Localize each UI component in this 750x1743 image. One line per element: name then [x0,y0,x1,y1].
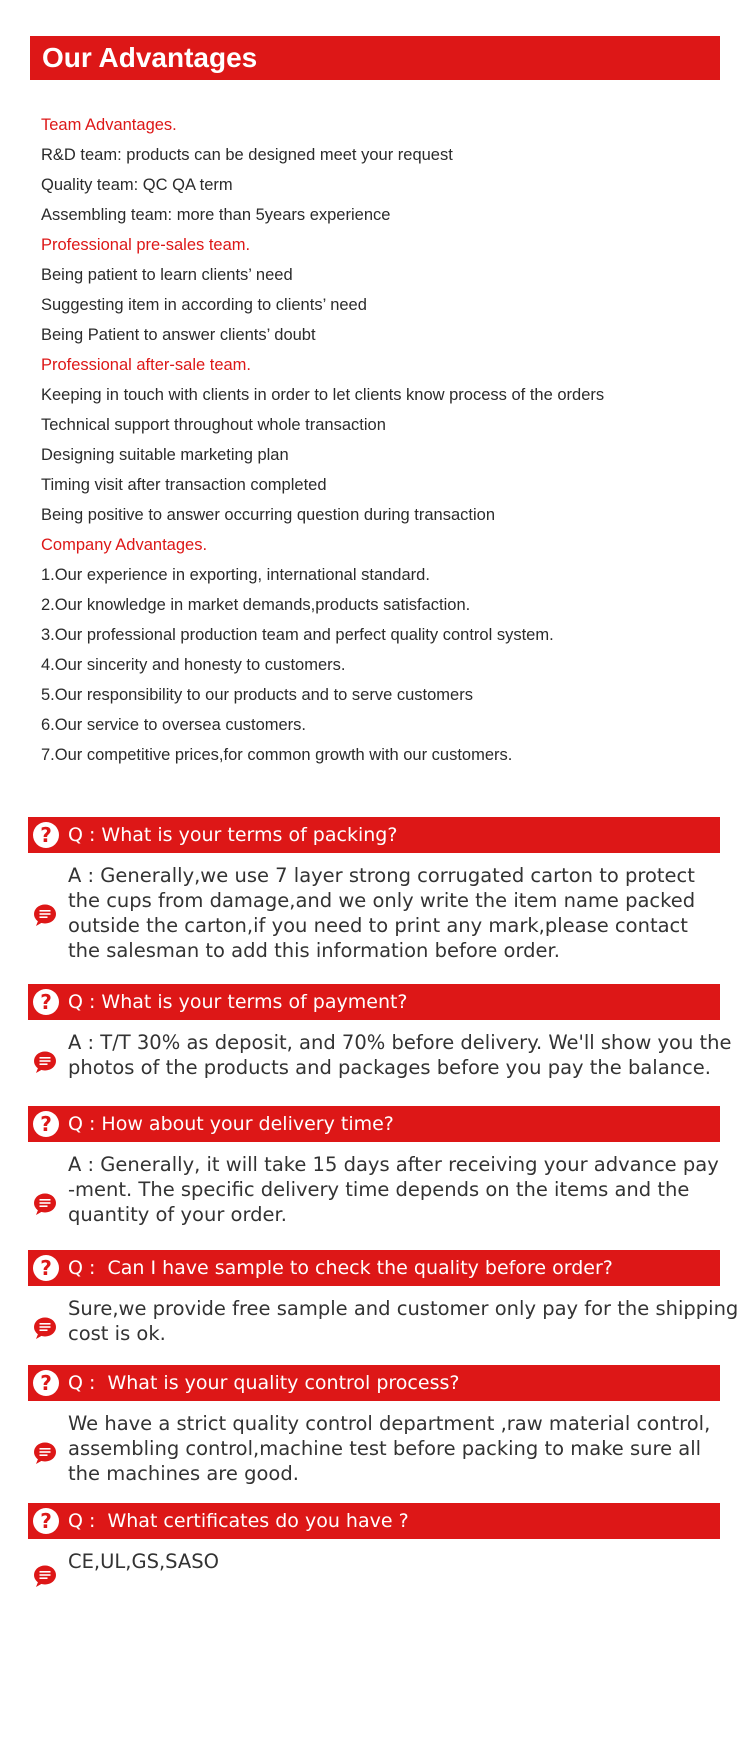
advantage-item: 7.Our competitive prices,for common growth with our customers. [41,746,513,764]
question-circle-icon: ? [33,1111,59,1137]
answer-text [68,863,720,963]
answer-line: cost is ok. [68,1322,166,1345]
question-text: Q : Can I have sample to check the quality before order? [68,1257,613,1279]
question-circle-icon: ? [33,1370,59,1396]
advantage-item: 1.Our experience in exporting, international standard. [41,566,430,584]
answer-block [28,1296,739,1346]
question-bar [28,1250,720,1286]
question-circle-icon: ? [33,1508,59,1534]
advantage-item: 3.Our professional production team and perfect quality control system. [41,626,554,644]
faq-item [28,1503,720,1574]
advantage-item: Quality team: QC QA term [41,176,233,194]
question-circle-icon: ? [33,1255,59,1281]
advantage-item: 2.Our knowledge in market demands,products satisfaction. [41,596,471,614]
answer-text [68,1152,720,1227]
question-text: Q : What is your terms of payment? [68,991,408,1013]
answer-text [68,1411,720,1486]
answer-line: photos of the products and packages before you pay the balance. [68,1056,711,1079]
question-text: Q : What is your quality control process? [68,1372,460,1394]
answer-line: assembling control,machine test before packing to make sure all [68,1437,702,1460]
advantage-item: R&D team: products can be designed meet your request [41,146,453,164]
question-bar [28,1503,720,1539]
answer-line: the salesman to add this information before order. [68,939,560,962]
answer-line: A : Generally,we use 7 layer strong corrugated carton to protect [68,864,695,887]
header-banner [30,36,720,80]
faq-item [28,1106,720,1227]
faq-item [28,1365,720,1486]
section-heading: Company Advantages. [41,536,208,554]
chat-bubble-icon [33,1441,57,1465]
section-heading: Professional pre-sales team. [41,236,251,254]
answer-block [28,1152,720,1227]
advantage-item: Assembling team: more than 5years experience [41,206,391,224]
advantage-item: Being Patient to answer clients’ doubt [41,326,316,344]
advantage-item: 4.Our sincerity and honesty to customers. [41,656,346,674]
advantage-item: Keeping in touch with clients in order to let clients know process of the orders [41,386,605,404]
advantage-item: 6.Our service to oversea customers. [41,716,307,734]
answer-block [28,1411,720,1486]
chat-bubble-icon [33,1564,57,1588]
question-circle-icon: ? [33,822,59,848]
advantage-item: Designing suitable marketing plan [41,446,289,464]
advantage-item: Technical support throughout whole transaction [41,416,386,434]
question-text: Q : What certificates do you have ? [68,1510,409,1532]
answer-line: -ment. The specific delivery time depends on the items and the [68,1178,690,1201]
answer-line: A : T/T 30% as deposit, and 70% before delivery. We'll show you the [68,1031,732,1054]
question-circle-icon: ? [33,989,59,1015]
answer-block [28,863,720,963]
answer-text [68,1030,732,1080]
chat-bubble-icon [33,1192,57,1216]
answer-line: the machines are good. [68,1462,299,1485]
answer-line: We have a strict quality control department ,raw material control, [68,1412,711,1435]
advantages-list [41,110,731,770]
question-text: Q : What is your terms of packing? [68,824,398,846]
page-title: Our Advantages [42,42,258,73]
answer-block [28,1030,732,1080]
answer-line: CE,UL,GS,SASO [68,1550,219,1573]
chat-bubble-icon [33,1316,57,1340]
answer-text [68,1296,739,1346]
faq-item [28,817,720,963]
section-heading: Team Advantages. [41,116,177,134]
question-text: Q : How about your delivery time? [68,1113,394,1135]
answer-line: A : Generally, it will take 15 days after receiving your advance pay [68,1153,719,1176]
question-bar [28,1106,720,1142]
chat-bubble-icon [33,1050,57,1074]
faq-item [28,984,732,1080]
advantage-item: Being patient to learn clients’ need [41,266,293,284]
advantage-item: Timing visit after transaction completed [41,476,327,494]
answer-line: outside the carton,if you need to print any mark,please contact [68,914,688,937]
advantage-item: Suggesting item in according to clients’ need [41,296,367,314]
advantage-item: Being positive to answer occurring question during transaction [41,506,496,524]
question-bar [28,817,720,853]
question-bar [28,984,720,1020]
answer-block [28,1549,720,1574]
question-bar [28,1365,720,1401]
chat-bubble-icon [33,903,57,927]
advantage-item: 5.Our responsibility to our products and to serve customers [41,686,473,704]
answer-line: the cups from damage,and we only write the item name packed [68,889,696,912]
answer-line: quantity of your order. [68,1203,287,1226]
answer-text [68,1549,720,1574]
section-heading: Professional after-sale team. [41,356,252,374]
faq-item [28,1250,739,1346]
answer-line: Sure,we provide free sample and customer only pay for the shipping [68,1297,739,1320]
